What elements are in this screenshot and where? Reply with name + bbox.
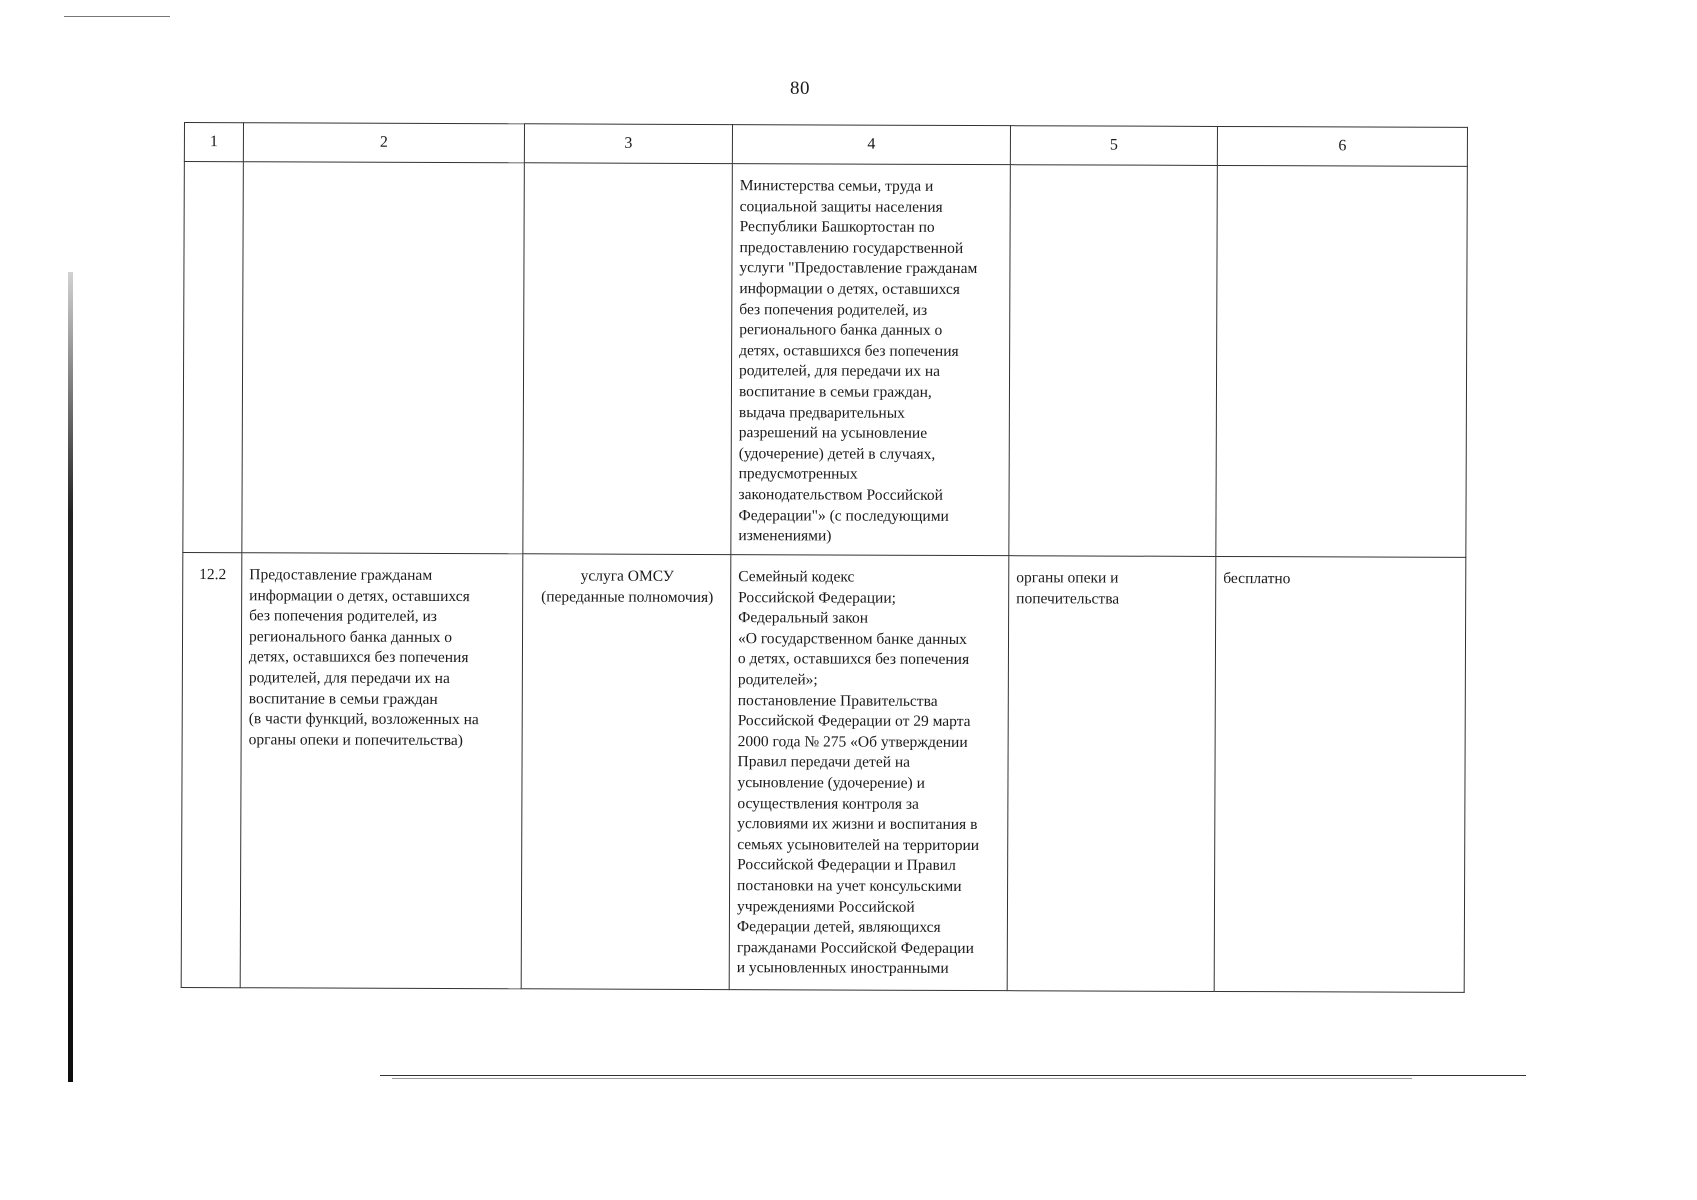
cell-legal-basis: Министерства семьи, труда и социальной защиты населения Республики Башкортостан по предоставлению государственной услуги "Предоставление гражданам информации о детях, оставшихся без попечения родителей, из регионального банка данных о детях, оставшихся без попечения родителей, для передачи их на воспитание в семьи граждан, выдача предварительных разрешений на усыновление (удочерение) детей в случаях, предусмотренных законодательством Российской Федерации"» (с последующими изменениями) [731,164,1010,556]
column-header-6: 6 [1217,126,1467,166]
cell-cost [1216,165,1467,557]
scan-left-edge-bar [68,272,73,1082]
column-header-4: 4 [732,125,1010,165]
cell-service-type: услуга ОМСУ (переданные полномочия) [521,554,731,990]
scan-top-line [64,16,170,17]
column-header-3: 3 [524,124,732,164]
cell-provider: органы опеки и попечительства [1007,556,1216,992]
cell-provider [1009,165,1217,557]
scan-bottom-line-secondary [392,1078,1412,1079]
table-header-row [184,123,1467,167]
column-header-5: 5 [1010,126,1217,166]
cell-service-type [523,163,732,555]
table-row-12-2 [181,552,1466,992]
table-row-continuation [183,162,1467,558]
cell-number [183,162,244,553]
scan-bottom-line [380,1075,1526,1076]
cell-cost: бесплатно [1214,556,1466,992]
cell-legal-basis: Семейный кодекс Российской Федерации; Федеральный закон «О государственном банке данных о детях, оставшихся без попечения родителей»; постановление Правительства Российской Федерации от 29 марта 2000 года № 275 «Об утверждении Правил передачи детей на усыновление (удочерение) и осуществления контроля за условиями их жизни и воспитания в семьях усыновителей на территории Российской Федерации и Правил постановки на учет консульскими учреждениями Российской Федерации детей, являющихся гражданами Российской Федерации и усыновленных иностранными [729,555,1009,991]
cell-service-name [242,162,524,554]
page-number: 80 [790,78,810,99]
cell-service-name: Предоставление гражданам информации о детях, оставшихся без попечения родителей, из регионального банка данных о детях, оставшихся без попечения родителей, для передачи их на воспитание в семьи граждан (в части функций, возложенных на органы опеки и попечительства) [240,553,523,989]
services-table [181,122,1468,993]
column-header-1: 1 [184,123,243,162]
column-header-2: 2 [243,123,524,163]
cell-number: 12.2 [181,552,242,987]
